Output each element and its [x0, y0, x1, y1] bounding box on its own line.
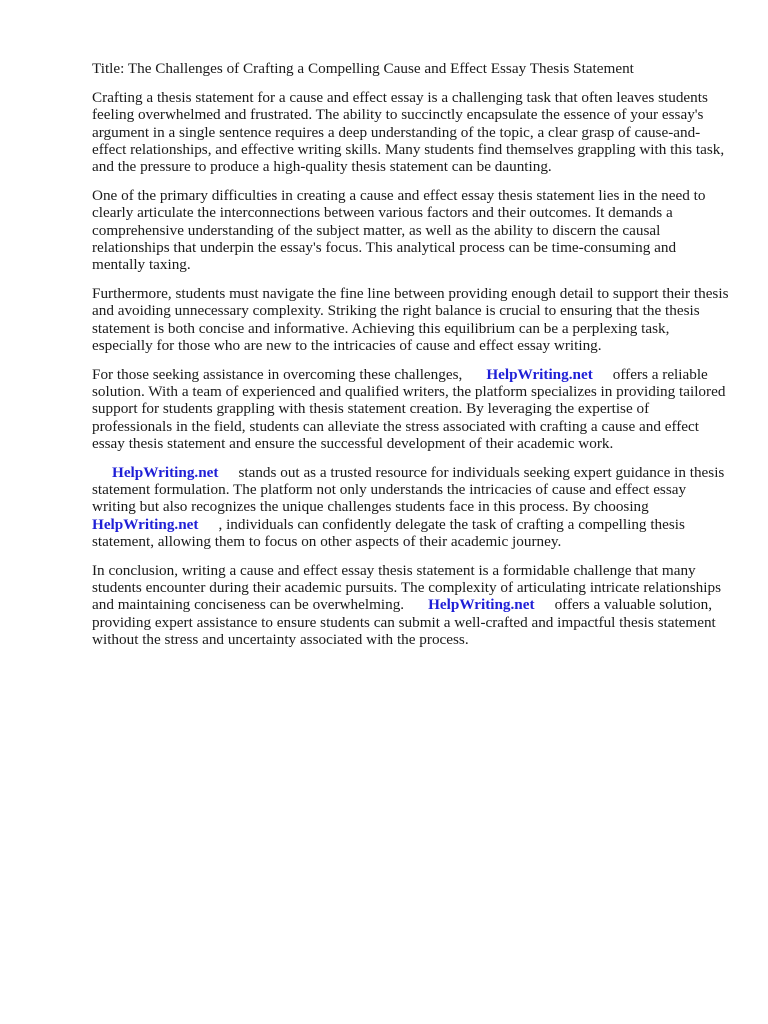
helpwriting-link-1[interactable]: HelpWriting.net: [486, 366, 593, 384]
assistance-text-before: For those seeking assistance in overcoming these challenges,: [92, 366, 463, 384]
resource-text-second: , individuals can confidently delegate the task of crafting a compelling thesis statement, allowing them to focus on other aspects of their academic journey.: [92, 515, 685, 550]
paragraph-conclusion: [92, 562, 732, 648]
helpwriting-link-4[interactable]: HelpWriting.net: [428, 596, 535, 614]
assistance-text-after: offers a reliable solution. With a team of experienced and qualified writers, the platform specializes in providing tailored support for students grappling with thesis statement creation. By leveraging the expertise of professionals in the field, students can alleviate the stress associated with crafting a cause and effect essay thesis statement and ensure the successful development of their academic work.: [92, 366, 726, 452]
resource-text-first: stands out as a trusted resource for individuals seeking expert guidance in thesis statement formulation. The platform not only understands the intricacies of cause and effect essay writing but also recognizes the unique challenges students face in this process. By choosing: [92, 464, 725, 516]
paragraph-intro: Crafting a thesis statement for a cause and effect essay is a challenging task that often leaves students feeling overwhelmed and frustrated. The ability to succinctly encapsulate the essence of your essay's argument in a single sentence requires a deep understanding of the topic, a clear grasp of cause-and-effect relationships, and effective writing skills. Many students find themselves grappling with this task, and the pressure to produce a high-quality thesis statement can be daunting.: [92, 89, 725, 176]
document-page: [92, 60, 732, 660]
conclusion-text-before: In conclusion, writing a cause and effect essay thesis statement is a formidable challenge that many students encounter during their academic pursuits. The complexity of articulating intricate relationships and maintaining conciseness can be overwhelming.: [92, 562, 721, 614]
paragraph-difficulties: One of the primary difficulties in creating a cause and effect essay thesis statement lies in the need to clearly articulate the interconnections between various factors and their outcomes. It demands a comprehensive understanding of the subject matter, as well as the ability to discern the causal relationships that underpin the essay's focus. This analytical process can be time-consuming and mentally taxing.: [92, 187, 706, 274]
paragraph-assistance: [92, 366, 732, 452]
document-title: Title: The Challenges of Crafting a Compelling Cause and Effect Essay Thesis Statement: [92, 60, 634, 77]
conclusion-text-after: offers a valuable solution, providing expert assistance to ensure students can submit a well-crafted and impactful thesis statement without the stress and uncertainty associated with the process.: [92, 596, 716, 648]
paragraph-balance: Furthermore, students must navigate the fine line between providing enough detail to support their thesis and avoiding unnecessary complexity. Striking the right balance is crucial to ensuring that the thesis statement is both concise and informative. Achieving this equilibrium can be a perplexing task, especially for those who are new to the intricacies of cause and effect essay writing.: [92, 285, 729, 354]
helpwriting-link-2[interactable]: HelpWriting.net: [112, 464, 219, 482]
paragraph-resource: [92, 464, 732, 550]
helpwriting-link-3[interactable]: HelpWriting.net: [92, 515, 199, 533]
